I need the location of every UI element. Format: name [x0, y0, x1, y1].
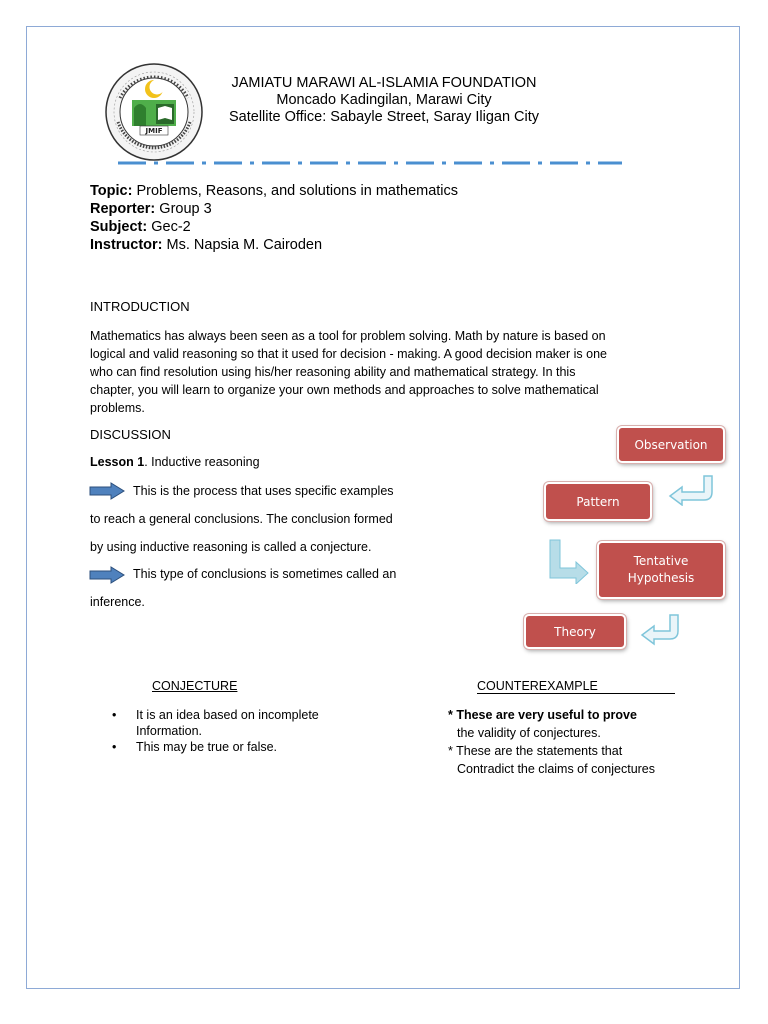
- report-meta: [90, 182, 458, 254]
- counterexample-heading: COUNTEREXAMPLE: [477, 679, 675, 694]
- foundation-logo: [104, 62, 204, 162]
- counterexample-line: Contradict the claims of conjectures: [457, 762, 656, 776]
- discussion-heading: DISCUSSION: [90, 427, 171, 442]
- point1-line3: by using inductive reasoning is called a conjecture.: [90, 540, 372, 554]
- list-item: • This may be true or false.: [112, 740, 278, 754]
- return-arrow-icon: [640, 613, 682, 647]
- hypothesis-label: Hypothesis: [627, 571, 695, 585]
- right-arrow-icon: [89, 482, 125, 500]
- reporter-line: Reporter: Group 3: [90, 201, 212, 217]
- introduction-paragraph: [90, 327, 680, 417]
- conjecture-list: [112, 707, 372, 755]
- org-name: JAMIATU MARAWI AL-ISLAMIA FOUNDATION: [231, 75, 537, 91]
- intro-line: logical and valid reasoning so that it used for decision - making. A good decision maker is one: [90, 347, 607, 361]
- topic-line: Topic: Problems, Reasons, and solutions in mathematics: [90, 183, 459, 199]
- down-right-arrow-icon: [548, 538, 590, 584]
- pattern-box: Pattern: [544, 482, 652, 521]
- observation-box: Observation: [617, 426, 725, 463]
- intro-line: problems.: [90, 401, 145, 415]
- tentative-hypothesis-box: [597, 541, 725, 599]
- point1-line2: to reach a general conclusions. The conclusion formed: [90, 512, 393, 526]
- subject-line: Subject: Gec-2: [90, 219, 191, 235]
- point2-line2: inference.: [90, 595, 145, 609]
- introduction-heading: INTRODUCTION: [90, 299, 190, 314]
- counterexample-line: the validity of conjectures.: [457, 726, 601, 740]
- satellite-office: Satellite Office: Sabayle Street, Saray Iligan City: [228, 109, 540, 125]
- conjecture-heading: CONJECTURE: [152, 679, 238, 693]
- lesson-title: Lesson 1. Inductive reasoning: [90, 455, 260, 469]
- header-divider: [118, 159, 622, 167]
- logo-text: JMIF: [145, 127, 163, 135]
- counterexample-text: [448, 706, 655, 778]
- return-arrow-icon: [668, 474, 716, 506]
- counterexample-line: * These are very useful to prove: [448, 708, 637, 722]
- intro-line: chapter, you will learn to organize your own methods and approaches to solve mathematical: [90, 383, 599, 397]
- letterhead: [200, 75, 568, 126]
- org-address: Moncado Kadingilan, Marawi City: [276, 92, 492, 108]
- instructor-line: Instructor: Ms. Napsia M. Cairoden: [90, 237, 323, 253]
- point2-text: This type of conclusions is sometimes called an: [133, 567, 397, 581]
- tentative-label: Tentative: [633, 554, 689, 568]
- intro-line: who can find resolution using his/her reasoning ability and mathematical strategy. In this: [90, 365, 576, 379]
- list-item: • It is an idea based on incomplete Information.: [112, 708, 319, 738]
- right-arrow-icon: [89, 566, 125, 584]
- point1-text: This is the process that uses specific examples: [133, 484, 394, 498]
- theory-box: Theory: [524, 614, 626, 649]
- counterexample-line: * These are the statements that: [448, 744, 623, 758]
- intro-line: Mathematics has always been seen as a tool for problem solving. Math by nature is based on: [90, 329, 606, 343]
